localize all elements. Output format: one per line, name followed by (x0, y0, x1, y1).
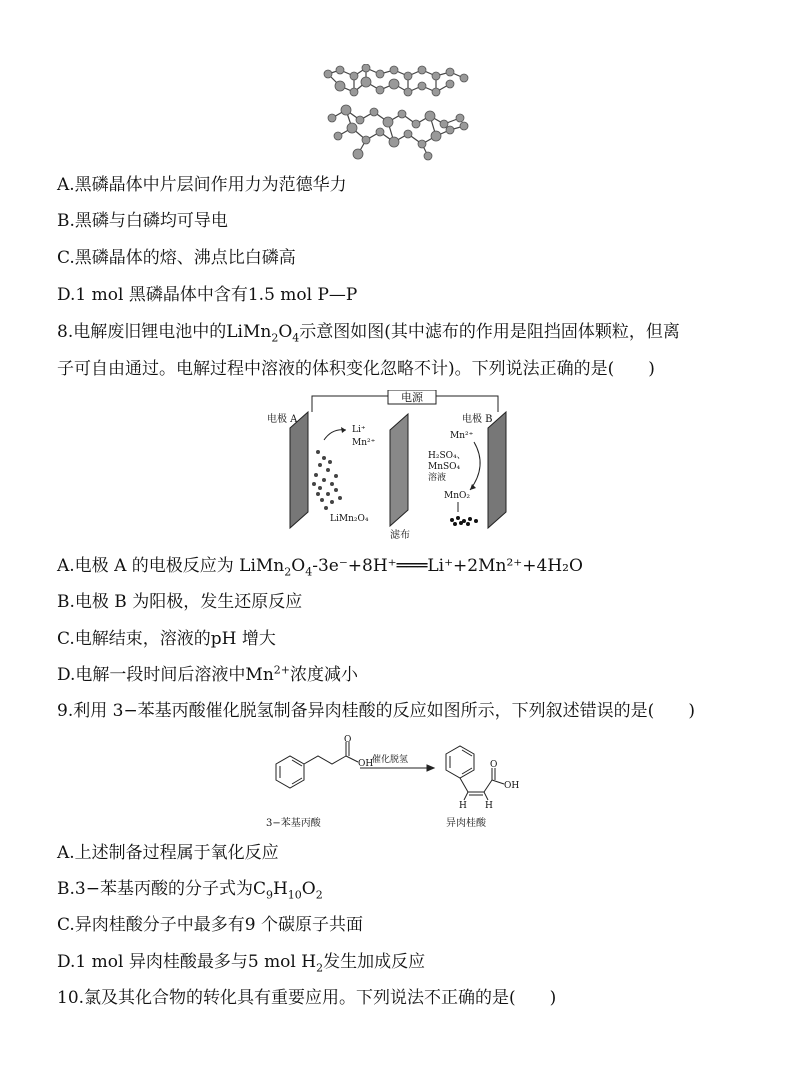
q8-option-d-sup: 2+ (273, 663, 291, 677)
solution-line3: 溶液 (428, 473, 447, 483)
q8-option-a: A.电极 A 的电极反应为 $LiMn_2O_4-3e^-+8H^+═══Li^++2Mn^{2+}+4H_2O$ (57, 556, 583, 579)
q9-option-d (57, 951, 425, 973)
q7-option-d: D.1 mol 黑磷晶体中含有1.5 mol P—P (57, 285, 358, 305)
power-label: 电源 (401, 391, 423, 404)
q9-option-d-suffix: 发生加成反应 (323, 952, 426, 972)
q10-stem-close: ) (549, 988, 557, 1008)
mn-ion-b-label: Mn²⁺ (450, 431, 474, 441)
electrode-a-label: 电极 A (267, 414, 298, 425)
q8-option-b: B.电极 B 为阳极，发生还原反应 (57, 592, 303, 612)
filter-cloth (390, 414, 408, 526)
product-name-label: 异肉桂酸 (446, 818, 486, 829)
q9-option-c: C.异肉桂酸分子中最多有9 个碳原子共面 (57, 915, 364, 935)
reaction-arrow-label: 催化脱氢 (372, 755, 409, 765)
product-o-label: O (490, 760, 498, 770)
reactant-o-label: O (344, 735, 352, 745)
limn2o4-label: LiMn₂O₄ (330, 514, 369, 524)
q9-option-d-sub: 2 (316, 961, 324, 975)
electrode-b (488, 412, 506, 528)
q8-stem-sub1: 2 (271, 331, 279, 345)
q7-option-a: A.黑磷晶体中片层间作用力为范德华力 (57, 175, 347, 195)
electrode-b-label: 电极 B (462, 414, 493, 425)
electrode-a (290, 412, 308, 528)
q8-option-a-rest: -3e⁻+8H⁺═══Li⁺+2Mn²⁺+4H₂O (312, 556, 583, 576)
q9-stem (57, 700, 695, 722)
solution-line2: MnSO₄ (428, 462, 461, 472)
reactant-name-label: 3−苯基丙酸 (266, 818, 321, 829)
q9-option-b: B.3−苯基丙酸的分子式为$C_9H_{10}O_2$ (57, 879, 323, 902)
q9-option-a: A.上述制备过程属于氧化反应 (57, 843, 279, 863)
electrolysis-cell-figure (262, 390, 532, 540)
q8-option-c: C.电解结束，溶液的pH 增大 (57, 629, 276, 649)
q8-stem-line2 (57, 358, 655, 380)
limn2o4-particles (312, 450, 342, 510)
q9-stem-text: 9.利用 3−苯基丙酸催化脱氢制备异肉桂酸的反应如图所示，下列叙述错误的是( (57, 701, 655, 721)
q8-stem-part2: 示意图如图(其中滤布的作用是阻挡固体颗粒，但离 (299, 322, 680, 342)
reaction-scheme-figure (256, 734, 526, 830)
mn-ion-label: Mn²⁺ (352, 438, 376, 448)
q9-option-d-prefix: D.1 mol 异肉桂酸最多与5 mol H (57, 952, 317, 972)
q8-stem-close: ) (648, 359, 655, 379)
black-phosphorus-structure-figure (322, 64, 472, 164)
q9-option-b-prefix: B.3−苯基丙酸的分子式为C (57, 879, 266, 899)
q7-option-c: C.黑磷晶体的熔、沸点比白磷高 (57, 248, 296, 268)
li-ion-label: Li⁺ (352, 425, 366, 435)
solution-line1: H₂SO₄、 (428, 451, 466, 461)
filter-cloth-label: 滤布 (390, 530, 410, 540)
q8-stem-part1: 8.电解废旧锂电池中的LiMn (57, 322, 272, 342)
q10-stem (57, 987, 556, 1009)
q8-option-a-prefix: A.电极 A 的电极反应为 LiMn (57, 556, 285, 576)
product-h-left-label: H (459, 801, 467, 811)
q8-stem-sub2: 4 (292, 331, 300, 345)
mno2-precipitate (450, 516, 478, 526)
q7-option-b: B.黑磷与白磷均可导电 (57, 211, 228, 231)
q8-stem-mid: O (278, 322, 293, 342)
q8-stem-text: 子可自由通过。电解过程中溶液的体积变化忽略不计)。下列说法正确的是( (57, 359, 615, 379)
product-h-right-label: H (485, 801, 493, 811)
q9-stem-close: ) (688, 701, 695, 721)
q8-option-d-prefix: D.电解一段时间后溶液中Mn (57, 665, 274, 685)
q8-stem-line1 (57, 321, 680, 343)
reactant-oh-label: OH (358, 759, 374, 769)
q8-option-d-suffix: 浓度减小 (290, 665, 359, 685)
q8-option-d (57, 664, 358, 686)
mno2-label: MnO₂ (444, 491, 470, 501)
q10-stem-text: 10.氯及其化合物的转化具有重要应用。下列说法不正确的是( (57, 988, 516, 1008)
product-oh-label: OH (504, 781, 520, 791)
